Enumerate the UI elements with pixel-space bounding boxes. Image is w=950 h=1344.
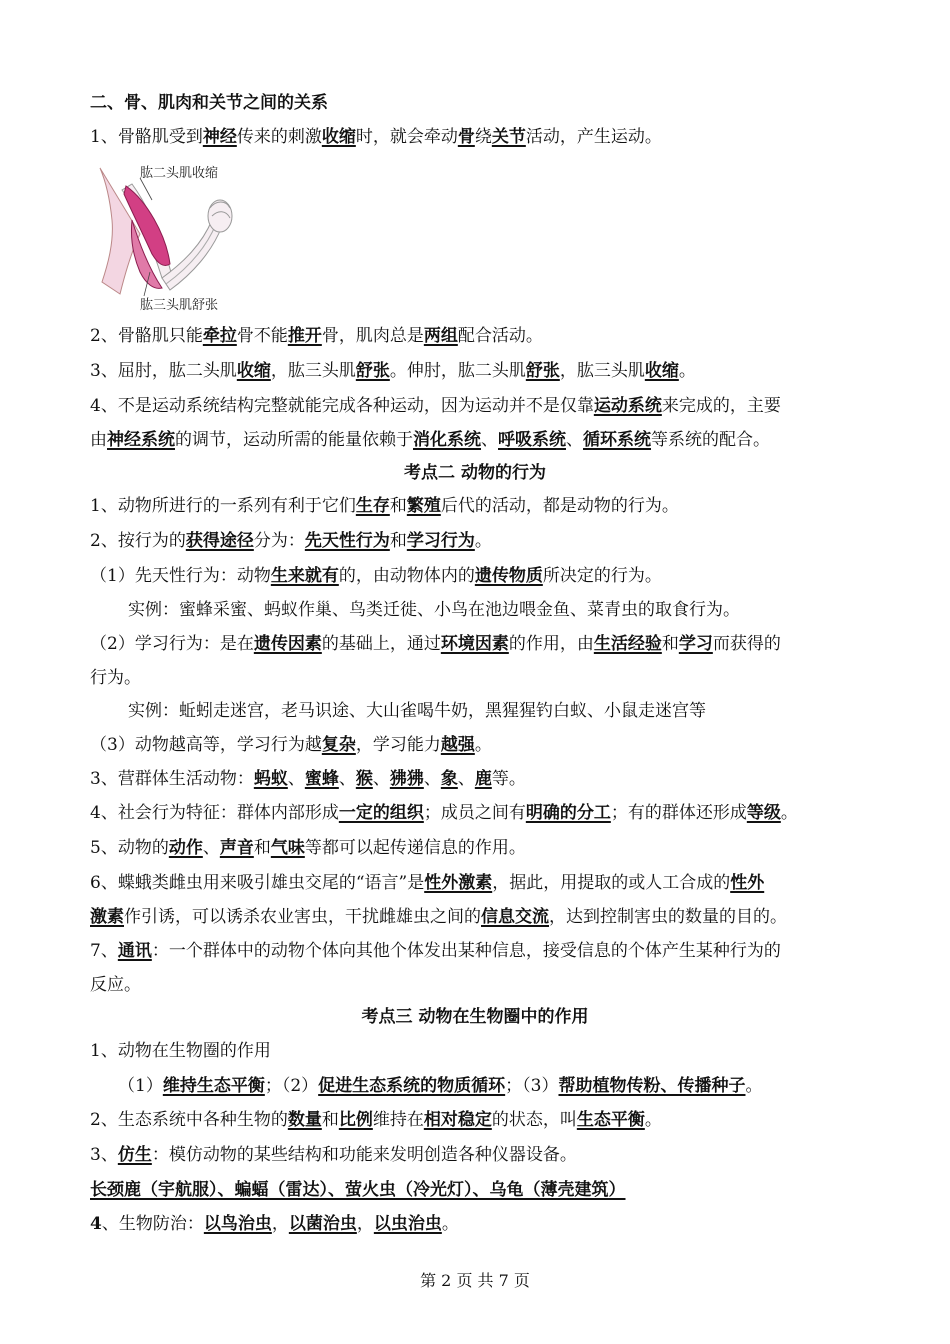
biceps-label: 肱二头肌收缩	[140, 166, 219, 181]
kp2-line-4: 实例：蜜蜂采蜜、蚂蚁作巢、鸟类迁徙、小鸟在池边喂金鱼、菜青虫的取食行为。	[128, 600, 740, 620]
page-footer: 第 2 页 共 7 页	[420, 1271, 530, 1290]
kp2-line-5: （2）学习行为：是在遗传因素的基础上，通过环境因素的作用，由生活经验和学习而获得的	[90, 634, 781, 654]
kp2-line-8: （3）动物越高等，学习行为越复杂，学习能力越强。	[90, 735, 492, 755]
kp2-line-2: 2、按行为的获得途径分为：先天性行为和学习行为。	[90, 531, 492, 551]
kp2-line-11: 5、动物的动作、声音和气味等都可以起传递信息的作用。	[90, 838, 526, 858]
kp2-line-14: 7、通讯：一个群体中的动物个体向其他个体发出某种信息，接受信息的个体产生某种行为的	[90, 941, 781, 961]
kp3-title: 考点三 动物在生物圈中的作用	[361, 1007, 589, 1027]
arm-muscle-figure	[92, 160, 242, 312]
paragraph-2: 2、骨骼肌只能牵拉骨不能推开骨，肌肉总是两组配合活动。	[90, 326, 543, 346]
kp3-line-2: （1）维持生态平衡；（2）促进生态系统的物质循环；（3）帮助植物传粉、传播种子。	[118, 1076, 763, 1096]
kp2-line-13: 激素作引诱，可以诱杀农业害虫，干扰雌雄虫之间的信息交流，达到控制害虫的数量的目的。	[90, 907, 787, 927]
kp2-line-1: 1、动物所进行的一系列有利于它们生存和繁殖后代的活动，都是动物的行为。	[90, 496, 679, 516]
paragraph-4a: 4、不是运动系统结构完整就能完成各种运动，因为运动并不是仅靠运动系统来完成的，主要	[90, 396, 781, 416]
kp3-line-5: 长颈鹿（宇航服）、蝙蝠（雷达）、萤火虫（冷光灯）、乌龟（薄壳建筑）	[90, 1180, 626, 1200]
triceps-label: 肱三头肌舒张	[140, 298, 219, 313]
kp3-line-1: 1、动物在生物圈的作用	[90, 1041, 271, 1061]
kp2-line-10: 4、社会行为特征：群体内部形成一定的组织；成员之间有明确的分工；有的群体还形成等级。	[90, 803, 798, 823]
kp3-line-3: 2、生态系统中各种生物的数量和比例维持在相对稳定的状态，叫生态平衡。	[90, 1110, 662, 1130]
kp2-title: 考点二 动物的行为	[404, 463, 546, 483]
kp2-line-9: 3、营群体生活动物：蚂蚁、蜜蜂、猴、狒狒、象、鹿等。	[90, 769, 526, 789]
kp2-line-12: 6、蝶蛾类雌虫用来吸引雄虫交尾的“语言”是性外激素，据此，用提取的或人工合成的性外	[90, 873, 765, 893]
kp3-line-6: 4、生物防治：以鸟治虫，以菌治虫，以虫治虫。	[90, 1214, 459, 1234]
paragraph-3: 3、屈肘，肱二头肌收缩，肱三头肌舒张。伸肘，肱二头肌舒张，肱三头肌收缩。	[90, 361, 696, 381]
kp2-line-7: 实例：蚯蚓走迷宫，老马识途、大山雀喝牛奶，黑猩猩钓白蚁、小鼠走迷宫等	[128, 701, 706, 721]
kp2-line-15: 反应。	[90, 975, 141, 995]
arm-muscle-illustration	[92, 160, 242, 312]
kp2-line-6: 行为。	[90, 668, 141, 688]
kp3-line-4: 3、仿生：模仿动物的某些结构和功能来发明创造各种仪器设备。	[90, 1145, 577, 1165]
section-title: 二、骨、肌肉和关节之间的关系	[90, 93, 328, 113]
paragraph-4b: 由神经系统的调节，运动所需的能量依赖于消化系统、呼吸系统、循环系统等系统的配合。	[90, 430, 770, 450]
paragraph-1: 1、骨骼肌受到神经传来的刺激收缩时，就会牵动骨绕关节活动，产生运动。	[90, 127, 662, 147]
kp2-line-3: （1）先天性行为：动物生来就有的，由动物体内的遗传物质所决定的行为。	[90, 566, 662, 586]
